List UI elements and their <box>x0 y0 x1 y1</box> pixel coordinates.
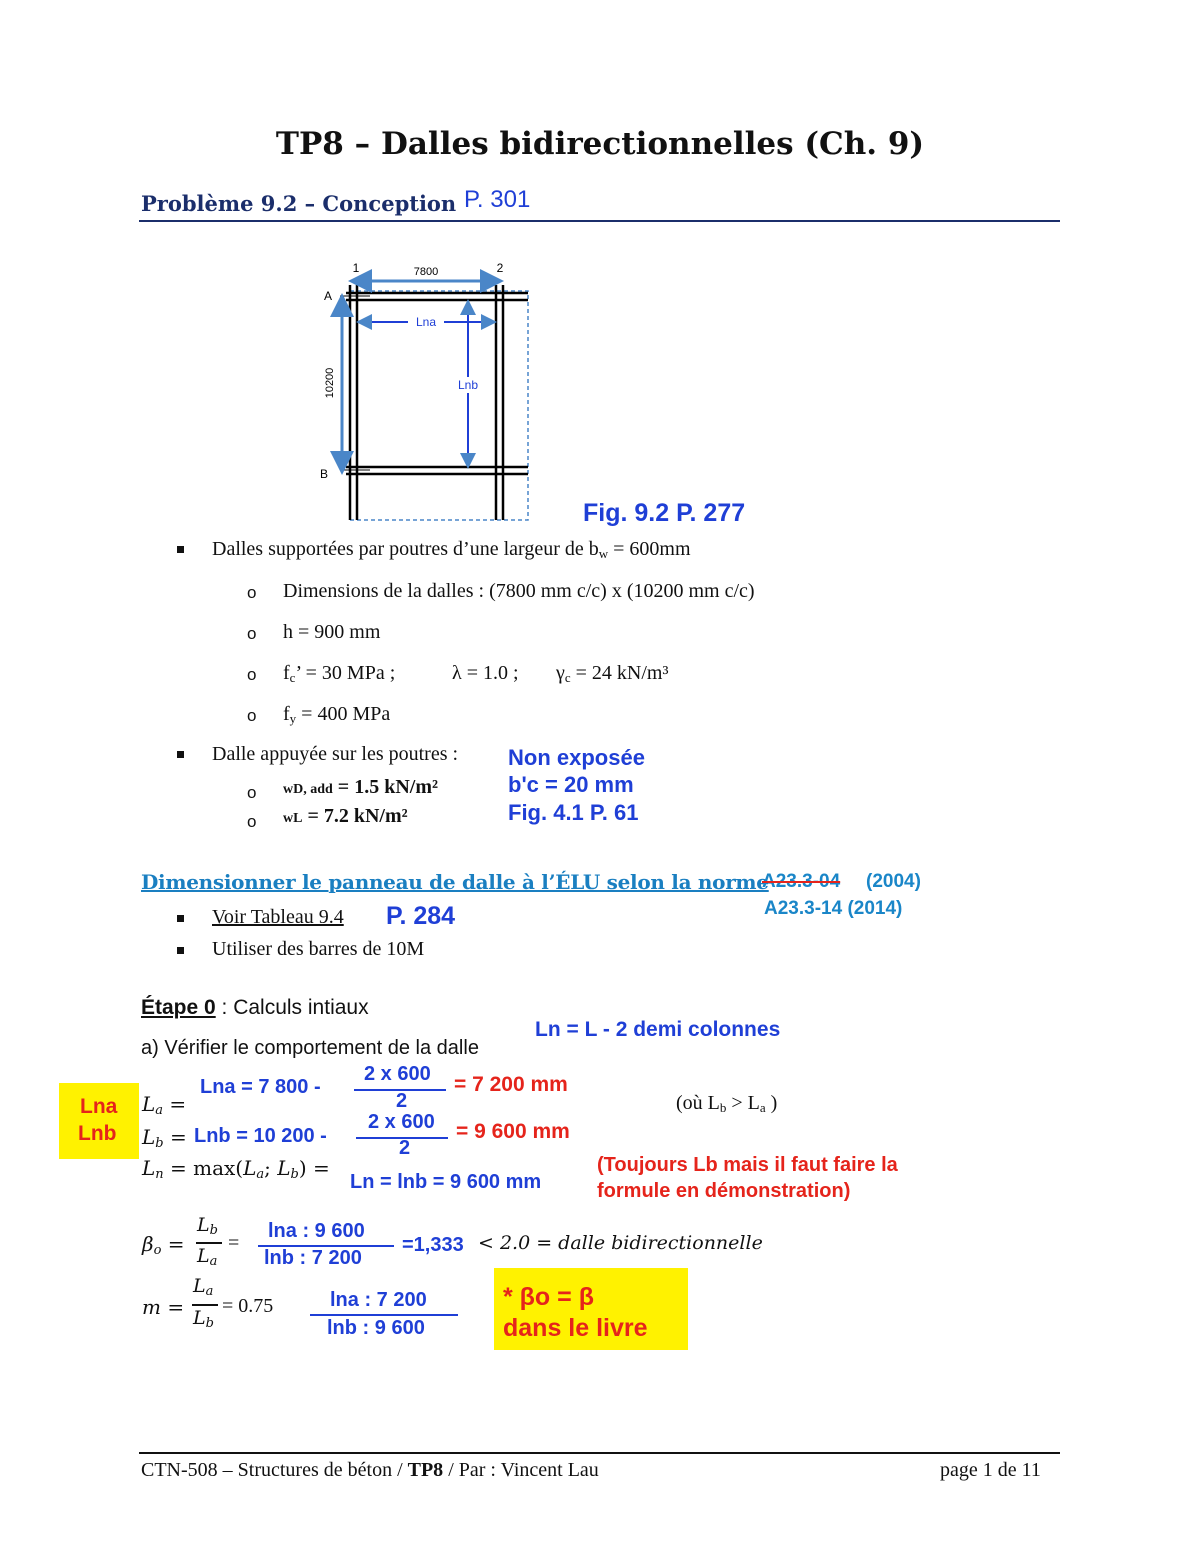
beta-lhs: $\beta_o$ = <box>142 1232 185 1258</box>
bullet-circle: o <box>247 665 257 684</box>
col-2-label: 2 <box>496 261 504 275</box>
dim-y-label: 10200 <box>324 367 336 399</box>
beta-conclusion: < 2.0 = dalle bidirectionnelle <box>478 1232 763 1254</box>
lna-label: Lna <box>415 315 437 329</box>
ln-warning-2: formule en démonstration) <box>597 1180 851 1202</box>
problem-heading: Problème 9.2 – Conception <box>141 191 457 216</box>
row-b-label: B <box>319 467 329 481</box>
old-norm: A23.3-04 <box>762 871 841 892</box>
dead-load-line: wD, add = 1.5 kN/m² <box>283 776 438 798</box>
beta-frac-num: $L_b$ <box>197 1214 218 1238</box>
where-note: (où $L_b > L_a$ ) <box>676 1092 778 1115</box>
beta-den: lnb : 7 200 <box>264 1247 362 1269</box>
bullet-square <box>177 546 184 553</box>
lb-result: = 9 600 mm <box>456 1120 570 1143</box>
beta-frac-bar <box>196 1242 222 1244</box>
beta-eq2: = <box>228 1232 240 1254</box>
lb-fraction-num: 2 x 600 <box>368 1111 435 1133</box>
problem-page-ref: P. 301 <box>464 186 531 213</box>
footer-rule <box>139 1452 1060 1454</box>
beta-frac-den: $L_a$ <box>197 1245 218 1269</box>
thickness-line: h = 900 mm <box>283 621 381 643</box>
bullet-circle: o <box>247 812 257 831</box>
footer-left: CTN-508 – Structures de béton / TP8 / Par : Vincent Lau <box>141 1459 599 1481</box>
new-norm: A23.3-14 (2014) <box>764 898 903 919</box>
dimensions-line: Dimensions de la dalles : (7800 mm c/c) x (10200 mm c/c) <box>283 580 755 602</box>
m-lhs: m = <box>142 1295 185 1319</box>
concrete-props-line: $f_c$’ = 30 MPa ; <box>283 662 396 685</box>
figure-caption: Fig. 9.2 P. 277 <box>583 499 746 527</box>
bullet-circle: o <box>247 624 257 643</box>
page-number: page 1 de 11 <box>940 1459 1041 1481</box>
m-bar <box>310 1314 458 1316</box>
old-norm-year: (2004) <box>866 871 921 892</box>
beta-note-2: dans le livre <box>503 1314 648 1342</box>
beta-note-1: * βo = β <box>503 1283 594 1311</box>
ln-result: Ln = lnb = 9 600 mm <box>350 1171 542 1193</box>
bullet-square <box>177 947 184 954</box>
live-load-line: wL = 7.2 kN/m² <box>283 805 408 827</box>
lnb-label: Lnb <box>457 378 479 392</box>
bullet-circle: o <box>247 583 257 602</box>
row-a-label: A <box>323 289 333 303</box>
beta-result: =1,333 <box>402 1234 464 1256</box>
ln-warning-1: (Toujours Lb mais il faut faire la <box>597 1154 898 1176</box>
cover-note: b'c = 20 mm <box>508 772 634 797</box>
support-line: Dalle appuyée sur les poutres : <box>212 743 459 765</box>
lb-calc: Lnb = 10 200 - <box>194 1125 327 1147</box>
ln-definition: Ln = L - 2 demi colonnes <box>535 1018 781 1041</box>
m-frac-num: $L_a$ <box>193 1275 214 1299</box>
exposure-note: Non exposée <box>508 745 645 770</box>
heading-rule <box>139 220 1060 222</box>
dim-x-label: 7800 <box>413 266 439 278</box>
beam-width-line: Dalles supportées par poutres d’une largeur de $b_w = 600mm$ <box>212 538 691 561</box>
table-ref[interactable]: Voir Tableau 9.4 <box>212 906 344 928</box>
m-frac-bar <box>192 1304 218 1306</box>
bars-line: Utiliser des barres de 10M <box>212 938 425 960</box>
lambda-value: λ = 1.0 ; <box>452 662 519 684</box>
bullet-square <box>177 751 184 758</box>
la-lhs: $L_a$ = <box>142 1092 187 1118</box>
col-1-label: 1 <box>352 261 360 275</box>
la-result: = 7 200 mm <box>454 1073 568 1096</box>
figure-ref-note: Fig. 4.1 P. 61 <box>508 800 639 825</box>
steel-yield-line: $f_y = 400$ MPa <box>283 703 391 726</box>
lb-lhs: $L_b$ = <box>142 1125 187 1151</box>
m-frac-den: $L_b$ <box>193 1307 214 1331</box>
bullet-circle: o <box>247 706 257 725</box>
la-calc: Lna = 7 800 - <box>200 1076 321 1098</box>
highlight-lna: Lna <box>80 1095 118 1118</box>
page-title: TP8 – Dalles bidirectionnelles (Ch. 9) <box>275 126 925 162</box>
step0-title: Étape 0 : Calculs intiaux <box>141 996 369 1019</box>
unit-weight-value: $\gamma_c = 24$ kN/m³ <box>556 662 669 685</box>
beta-num: lna : 9 600 <box>268 1220 365 1242</box>
la-fraction-num: 2 x 600 <box>364 1063 431 1085</box>
bullet-circle: o <box>247 783 257 802</box>
highlight-lnb: Lnb <box>78 1122 117 1145</box>
la-fraction-den: 2 <box>396 1090 408 1112</box>
ln-lhs: $L_n = \max(L_a$; $L_b$) = <box>142 1156 330 1182</box>
check-behaviour: a) Vérifier le comportement de la dalle <box>141 1037 479 1059</box>
m-den: lnb : 9 600 <box>327 1317 425 1339</box>
m-result: = 0.75 <box>222 1295 274 1317</box>
m-num: lna : 7 200 <box>330 1289 427 1311</box>
table-page-ref: P. 284 <box>386 902 456 930</box>
task-heading: Dimensionner le panneau de dalle à l’ÉLU selon la norme <box>141 870 769 894</box>
slab-figure <box>300 255 560 530</box>
bullet-square <box>177 915 184 922</box>
lb-fraction-den: 2 <box>399 1137 411 1159</box>
